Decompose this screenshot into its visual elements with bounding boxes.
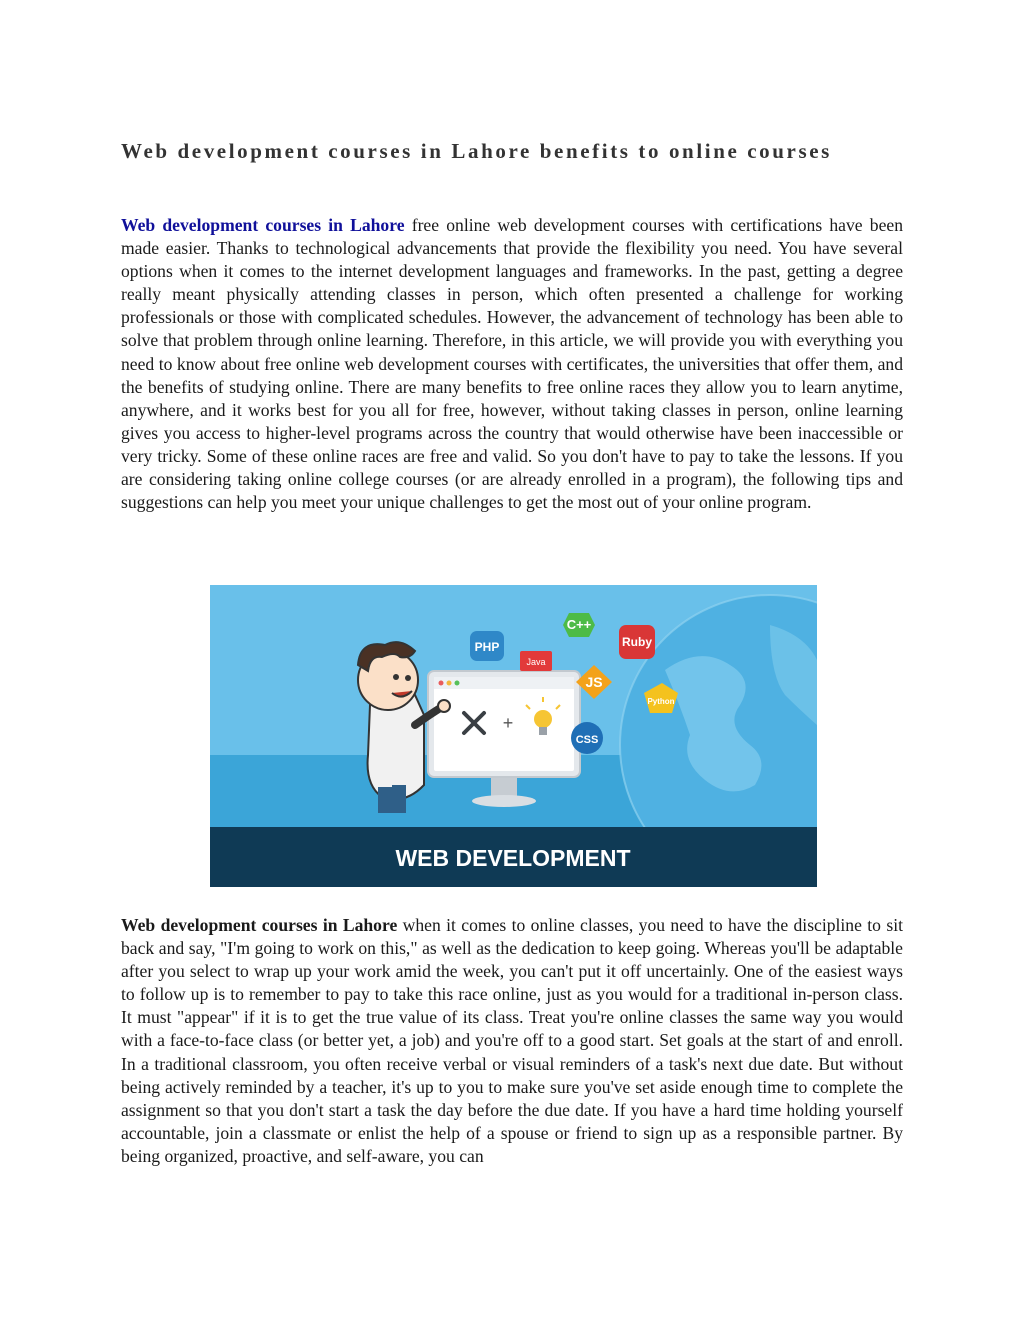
css-badge (571, 722, 603, 754)
plus-sign: + (502, 713, 514, 733)
svg-text:JS: JS (585, 674, 603, 690)
page-title: Web development courses in Lahore benefits to online courses (121, 139, 832, 163)
ruby-badge (619, 625, 655, 659)
svg-text:Python: Python (647, 697, 675, 706)
svg-text:CSS: CSS (575, 734, 599, 746)
paragraph-lead-link[interactable]: Web development courses in Lahore (121, 215, 405, 235)
paragraph-discipline (121, 914, 903, 1168)
paragraph-body: when it comes to online classes, you need to have the discipline to sit back and say, "I'm going to work on this," as well as the dedication to keep going. Whereas you'll be adaptable after you select to wrap up your work amid the week, you can't put it off uncertainly. One of the easiest ways to follow up is to remember to pay to take this race online, just as you would for a traditional in-person class. It must "appear" if it is to get the true value of its class. Treat you're online classes the same way you would with a face-to-face class (or better yet, a job) and you're off to a good start. Set goals at the start of and enroll. In a traditional classroom, you often receive verbal or visual reminders of a task's next due date. But without being actively reminded by a teacher, it's up to you to make sure you've set aside enough time to complete the assignment so that you don't start a task the day before the due date. If you have a hard time holding yourself accountable, join a classmate or enlist the help of a spouse or friend to sign up as a responsible partner. By being organized, proactive, and self-aware, you can (121, 915, 903, 1166)
svg-text:Ruby: Ruby (622, 635, 652, 649)
svg-text:C++: C++ (566, 617, 592, 632)
cpp-badge (563, 613, 595, 637)
svg-text:PHP: PHP (474, 640, 500, 654)
paragraph-intro (121, 214, 903, 514)
java-badge (520, 651, 552, 671)
paragraph-lead: Web development courses in Lahore (121, 915, 398, 935)
hero-caption: WEB DEVELOPMENT (395, 845, 631, 871)
php-badge (470, 631, 504, 661)
web-development-illustration (210, 585, 817, 887)
svg-text:Java: Java (526, 657, 546, 667)
paragraph-body: free online web development courses with certifications have been made easier. Thanks to technological advancements that provide the flexibility you need. You have several options when it comes to the internet development languages and frameworks. In the past, getting a degree really meant physically attending classes in person, which often presented a challenge for working professionals or those with complicated schedules. However, the advancement of technology has been able to solve that problem through online learning. Therefore, in this article, we will provide you with everything you need to know about free online web development courses with certificates, the universities that offer them, and the benefits of studying online. There are many benefits to free online races they allow you to learn anytime, anywhere, and it works best for you all for free, however, without taking classes in person, online learning gives you access to higher-level programs across the country that would otherwise have been inaccessible or very tricky. Some of these online races are free and valid. So you don't have to pay to take the lessons. If you are considering taking online college courses (or are already enrolled in a program), the following tips and suggestions can help you meet your unique challenges to get the most out of your online program. (121, 215, 903, 513)
